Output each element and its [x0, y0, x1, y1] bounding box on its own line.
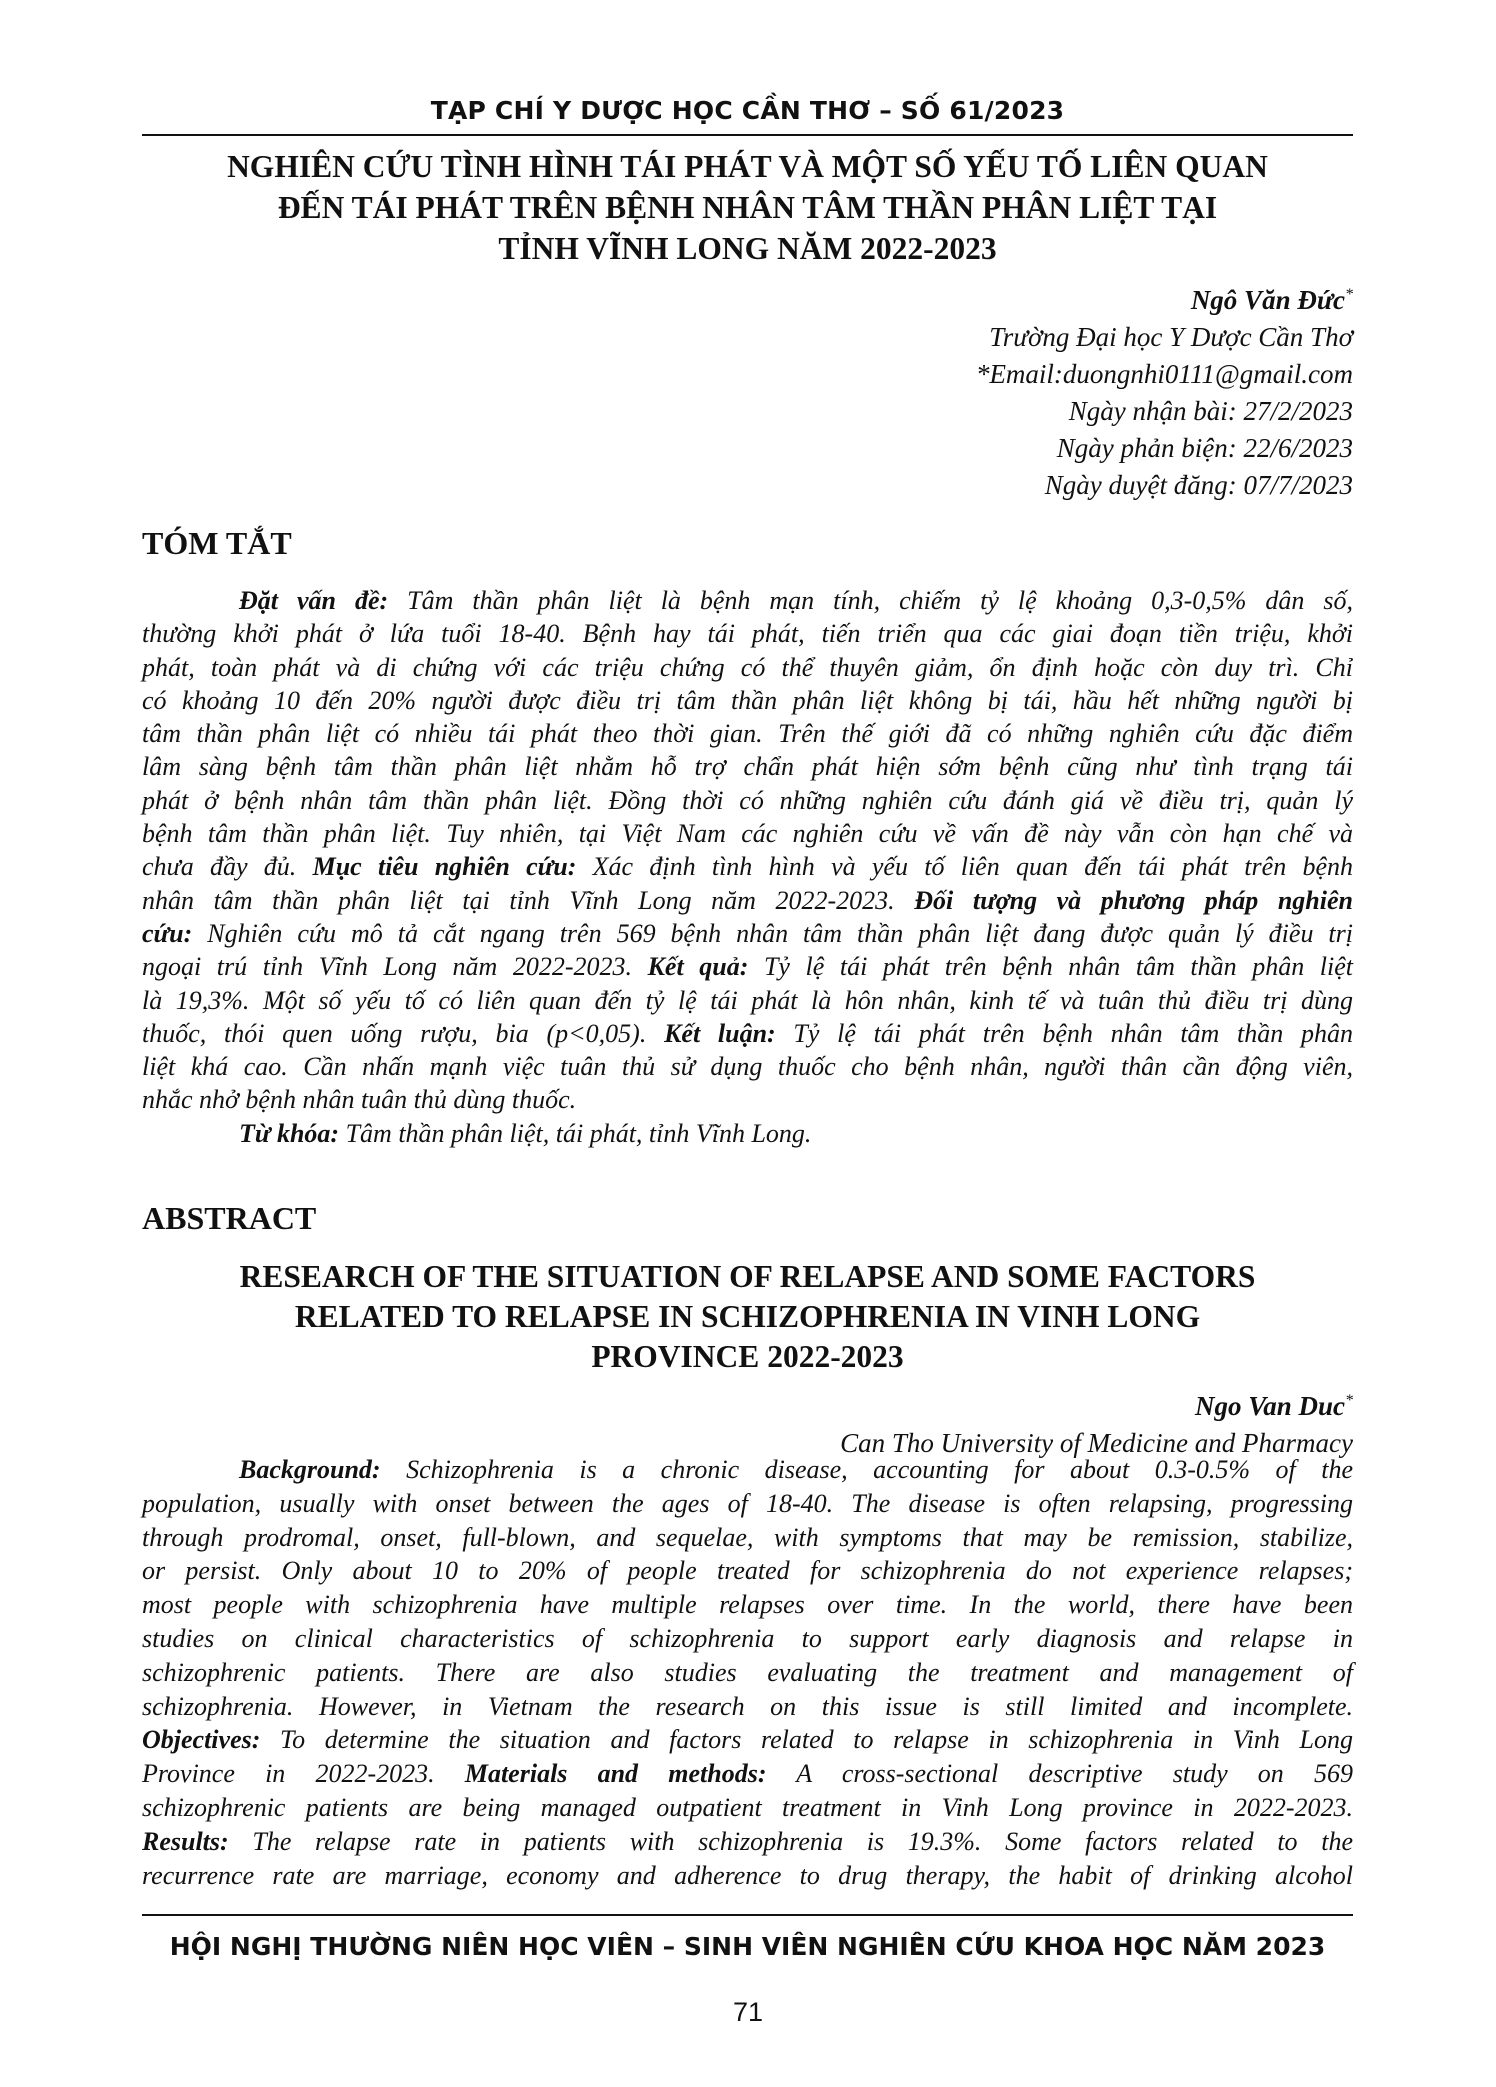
keywords-line [142, 1117, 1353, 1150]
text-run: Xác định tình hình và yếu tố liên quan đến tái phát trên bệnh [576, 852, 1354, 882]
summary-line: liệt khá cao. Cần nhấn mạnh việc tuân thủ sử dụng thuốc cho bệnh nhân, người thân cần động viên, [142, 1052, 1353, 1082]
journal-running-header: TẠP CHÍ Y DƯỢC HỌC CẦN THƠ – SỐ 61/2023 [430, 96, 1065, 125]
title-en-line: PROVINCE 2022-2023 [591, 1339, 904, 1374]
summary-line: nhắc nhở bệnh nhân tuân thủ dùng thuốc. [142, 1085, 577, 1115]
abstract-line: population, usually with onset between the ages of 18-40. The disease is often relapsing, progressing [142, 1488, 1353, 1518]
bold-keyword: Materials and methods: [464, 1759, 767, 1789]
page-number: 71 [732, 1997, 764, 2027]
title-vn-line: TỈNH VĨNH LONG NĂM 2022-2023 [498, 231, 997, 266]
summary-line: thường khởi phát ở lứa tuổi 18-40. Bệnh hay tái phát, tiến triển qua các giai đoạn tiền triệu, khởi [142, 619, 1353, 649]
text-run: chưa đầy đủ. [142, 852, 313, 882]
summary-line [142, 850, 1353, 883]
summary-line [142, 1017, 1353, 1050]
text-run: Nghiên cứu mô tả cắt ngang trên 569 bệnh nhân tâm thần phân liệt đang được quản lý điều trị [192, 918, 1353, 948]
text-run: ngoại trú tỉnh Vĩnh Long năm 2022-2023. [142, 952, 648, 982]
text-run: Tâm thần phân liệt, tái phát, tỉnh Vĩnh Long. [339, 1118, 812, 1148]
summary-line [142, 950, 1353, 983]
text-run: nhân tâm thần phân liệt tại tỉnh Vĩnh Long năm 2022-2023. [142, 885, 915, 915]
summary-line [142, 584, 1353, 617]
abstract-line [142, 1723, 1353, 1757]
bold-keyword: Đối tượng và phương pháp nghiên [914, 885, 1353, 915]
summary-line [142, 884, 1353, 917]
bold-keyword: Background: [239, 1455, 381, 1484]
summary-line: phát, toàn phát và di chứng với các triệu chứng có thể thuyên giảm, ổn định hoặc còn duy trì. Chỉ [142, 652, 1353, 682]
abstract-line: studies on clinical characteristics of schizophrenia to support early diagnosis and relapse in [142, 1623, 1353, 1653]
author-email[interactable]: *Email:duongnhi0111@gmail.com [975, 359, 1353, 389]
author-name: Ngô Văn Đức [1190, 285, 1345, 315]
text-run: The relapse rate in patients with schizophrenia is 19.3%. Some factors related to the [228, 1826, 1353, 1856]
abstract-english [142, 1453, 1353, 1892]
author-info-vietnamese [976, 276, 1353, 504]
corresponding-marker-en: * [1345, 1392, 1353, 1409]
article-title-vietnamese [142, 146, 1353, 269]
article-title-english [142, 1257, 1353, 1377]
author-name-en: Ngo Van Duc [1194, 1391, 1345, 1421]
abstract-line [142, 1757, 1353, 1791]
author-info-english [840, 1382, 1353, 1462]
bold-keyword: Results: [142, 1826, 229, 1856]
abstract-line: schizophrenic patients are being managed outpatient treatment in Vinh Long province in 2022-2023. [142, 1792, 1353, 1822]
abstract-line: recurrence rate are marriage, economy and adherence to drug therapy, the habit of drinking alcohol [142, 1860, 1353, 1890]
footer-rule [142, 1914, 1353, 1916]
summary-line [142, 917, 1353, 950]
bold-keyword: Đặt vấn đề: [239, 586, 389, 615]
bold-keyword: cứu: [142, 918, 193, 948]
author-affiliation-en: Can Tho University of Medicine and Pharmacy [840, 1428, 1353, 1458]
abstract-line [142, 1453, 1353, 1487]
abstract-heading: ABSTRACT [142, 1200, 317, 1236]
bold-keyword: Từ khóa: [239, 1118, 340, 1148]
bold-keyword: Kết luận: [664, 1018, 776, 1048]
text-run: To determine the situation and factors related to relapse in schizophrenia in Vinh Long [260, 1725, 1353, 1755]
summary-line: bệnh tâm thần phân liệt. Tuy nhiên, tại Việt Nam các nghiên cứu về vấn đề này vẫn còn hạn chế và [142, 819, 1353, 849]
abstract-line: schizophrenic patients. There are also studies evaluating the treatment and management of [142, 1657, 1353, 1687]
text-run: Tỷ lệ tái phát trên bệnh nhân tâm thần phân [775, 1018, 1353, 1048]
title-vn-line: ĐẾN TÁI PHÁT TRÊN BỆNH NHÂN TÂM THẦN PHÂN LIỆT TẠI [277, 190, 1218, 225]
summary-heading: TÓM TẮT [142, 525, 292, 561]
text-run: Tỷ lệ tái phát trên bệnh nhân tâm thần phân liệt [748, 952, 1354, 982]
text-run: A cross-sectional descriptive study on 569 [766, 1759, 1353, 1789]
abstract-line: through prodromal, onset, full-blown, and sequelae, with symptoms that may be remission, stabilize, [142, 1522, 1353, 1552]
corresponding-marker: * [1345, 286, 1353, 303]
abstract-line: or persist. Only about 10 to 20% of people treated for schizophrenia do not experience relapses; [142, 1556, 1353, 1586]
conference-running-footer: HỘI NGHỊ THƯỜNG NIÊN HỌC VIÊN – SINH VIÊN NGHIÊN CỨU KHOA HỌC NĂM 2023 [169, 1932, 1326, 1961]
author-affiliation: Trường Đại học Y Dược Cần Thơ [989, 322, 1353, 352]
text-run: Province in 2022-2023. [142, 1759, 465, 1789]
summary-line: phát ở bệnh nhân tâm thần phân liệt. Đồng thời có những nghiên cứu đánh giá về điều trị, quản lý [142, 785, 1353, 815]
text-run: thuốc, thói quen uống rượu, bia (p<0,05). [142, 1018, 665, 1048]
received-date: Ngày nhận bài: 27/2/2023 [1068, 396, 1353, 426]
title-en-line: RELATED TO RELAPSE IN SCHIZOPHRENIA IN VINH LONG [294, 1299, 1201, 1334]
summary-line: lâm sàng bệnh tâm thần phân liệt nhằm hỗ trợ chẩn phát hiện sớm bệnh cũng như tình trạng tái [142, 752, 1353, 782]
title-en-line: RESEARCH OF THE SITUATION OF RELAPSE AND SOME FACTORS [239, 1259, 1256, 1294]
abstract-line [142, 1825, 1353, 1859]
accepted-date: Ngày duyệt đăng: 07/7/2023 [1044, 470, 1353, 500]
reviewed-date: Ngày phản biện: 22/6/2023 [1056, 433, 1353, 463]
abstract-line: most people with schizophrenia have multiple relapses over time. In the world, there have been [142, 1590, 1353, 1620]
summary-line: là 19,3%. Một số yếu tố có liên quan đến tỷ lệ tái phát là hôn nhân, kinh tế và tuân thủ điều trị dùng [142, 985, 1353, 1015]
bold-keyword: Kết quả: [647, 952, 749, 982]
bold-keyword: Mục tiêu nghiên cứu: [312, 852, 577, 882]
text-run: Schizophrenia is a chronic disease, accounting for about 0.3-0.5% of the [380, 1455, 1353, 1484]
header-rule [142, 134, 1353, 136]
summary-vietnamese [142, 584, 1353, 1150]
abstract-line: schizophrenia. However, in Vietnam the research on this issue is still limited and incomplete. [142, 1691, 1353, 1721]
title-vn-line: NGHIÊN CỨU TÌNH HÌNH TÁI PHÁT VÀ MỘT SỐ YẾU TỐ LIÊN QUAN [227, 149, 1268, 184]
summary-line: tâm thần phân liệt có nhiều tái phát theo thời gian. Trên thế giới đã có những nghiên cứu đặc điểm [142, 719, 1353, 749]
summary-line: có khoảng 10 đến 20% người được điều trị tâm thần phân liệt không bị tái, hầu hết những người bị [142, 685, 1353, 715]
bold-keyword: Objectives: [142, 1725, 261, 1755]
text-run: Tâm thần phân liệt là bệnh mạn tính, chiếm tỷ lệ khoảng 0,3-0,5% dân số, [388, 586, 1353, 615]
